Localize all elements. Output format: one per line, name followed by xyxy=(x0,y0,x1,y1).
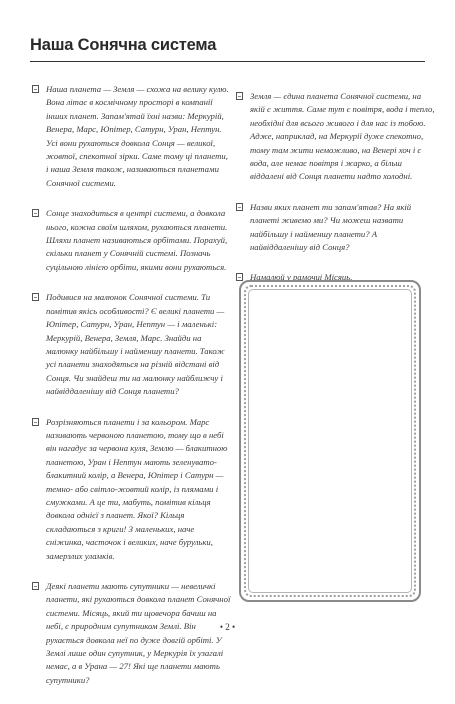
paragraph xyxy=(236,90,436,184)
page-title: Наша Сонячна система xyxy=(30,36,217,54)
paragraph xyxy=(32,291,232,398)
checkbox-icon xyxy=(236,273,243,281)
paragraph xyxy=(32,416,232,563)
title-rule xyxy=(30,61,425,62)
paragraph xyxy=(32,83,232,190)
page-number: • 2 • xyxy=(219,622,236,632)
checkbox-icon xyxy=(32,582,39,590)
paragraph xyxy=(32,580,232,687)
paragraph-text: Назви яких планет ти запам'ятав? На якій планеті живемо ми? Чи можеш назвати найбільшу і найменшу планети? А найвіддаленішу від Сонця? xyxy=(250,201,412,253)
paragraph-text: Подивися на малюнок Сонячної системи. Ти помітив якісь особливості? Є великі планети — Юпітер, Сатурн, Уран, Нептун — і маленькі: Меркурій, Венера, Земля, Марс. Знайди на малюнку найбільшу і найменшу планети. Також усі планети знаходяться на різній відстані від Сонця. Чи знайдеш ти на малюнку найближчу і найвіддаленішу від Сонця планети? xyxy=(46,292,225,397)
checkbox-icon xyxy=(32,85,39,93)
paragraph xyxy=(236,201,436,255)
paragraph xyxy=(32,207,232,274)
paragraph-text: Сонце знаходиться в центрі системи, а довкола нього, кожна своїм шляхом, рухаються планети. Шляхи планет називаються орбітами. Порахуй, скільки планет у Сонячній системі. Позначь суцільною лінією орбіти, якими вони рухаються. xyxy=(46,208,228,272)
checkbox-icon xyxy=(32,418,39,426)
paragraph-text: Деякі планети мають супутники — невеличкі планети, які рухаються довкола планет Сонячної системи. Місяць, який ти щовечора бачиш на небі, є природним супутником Землі. Він рухається довкола неї по дуже довгій орбіті. У Землі лише один супутник, у Меркурія їх узагалі немає, а в Урана — 27! Які ще планети мають супутники? xyxy=(46,581,231,685)
checkbox-icon xyxy=(236,92,243,100)
paragraph-text: Наша планета — Земля — схожа на велику кулю. Вона літає в космічному просторі в компанії інших планет. Запам'ятай їхні назви: Меркурій, Венера, Марс, Юпітер, Сатурн, Уран, Нептун. Усі вони рухаються довкола Сонця — великої, жовтої, спекотної зірки. Саме тому ці планети, і наша Земля також, називаються планетами Сонячної системи. xyxy=(46,84,229,188)
checkbox-icon xyxy=(32,293,39,301)
checkbox-icon xyxy=(236,203,243,211)
drawing-frame[interactable] xyxy=(239,280,421,602)
right-column xyxy=(236,90,436,302)
checkbox-icon xyxy=(32,209,39,217)
paragraph-text: Намалюй у рамочці Місяць. xyxy=(250,272,353,283)
left-column xyxy=(32,83,232,704)
paragraph-text: Розрізняються планети і за кольором. Марс називають червоною планетою, тому що в небі він нагадує за червона куля, Землю — блакитною планетою, Уран і Нептун мають зеленувато-блакитний колір, а Венера, Юпітер і Сатурн — темно- або світло-жовтий колір, із плямами і смужками. А це ти, мабуть, помітив кільця довкола однієї з планет. Якої? Кільця складаються з криги! З маленьких, наче сніжинка, часточок і великих, наче бурульки, замерзлих уламків. xyxy=(46,416,228,561)
paragraph-text: Земля — єдина планета Сонячної системи, на якій є життя. Саме тут є повітря, вода і тепло, необхідні для всього живого і для нас із тобою. Адже, наприклад, на Меркурії дуже спекотно, тому там жити неможливо, на Венері хоч і є вода, але немає повітря і жарко, а більш віддалені від Сонця планети надто холодні. xyxy=(250,91,435,182)
